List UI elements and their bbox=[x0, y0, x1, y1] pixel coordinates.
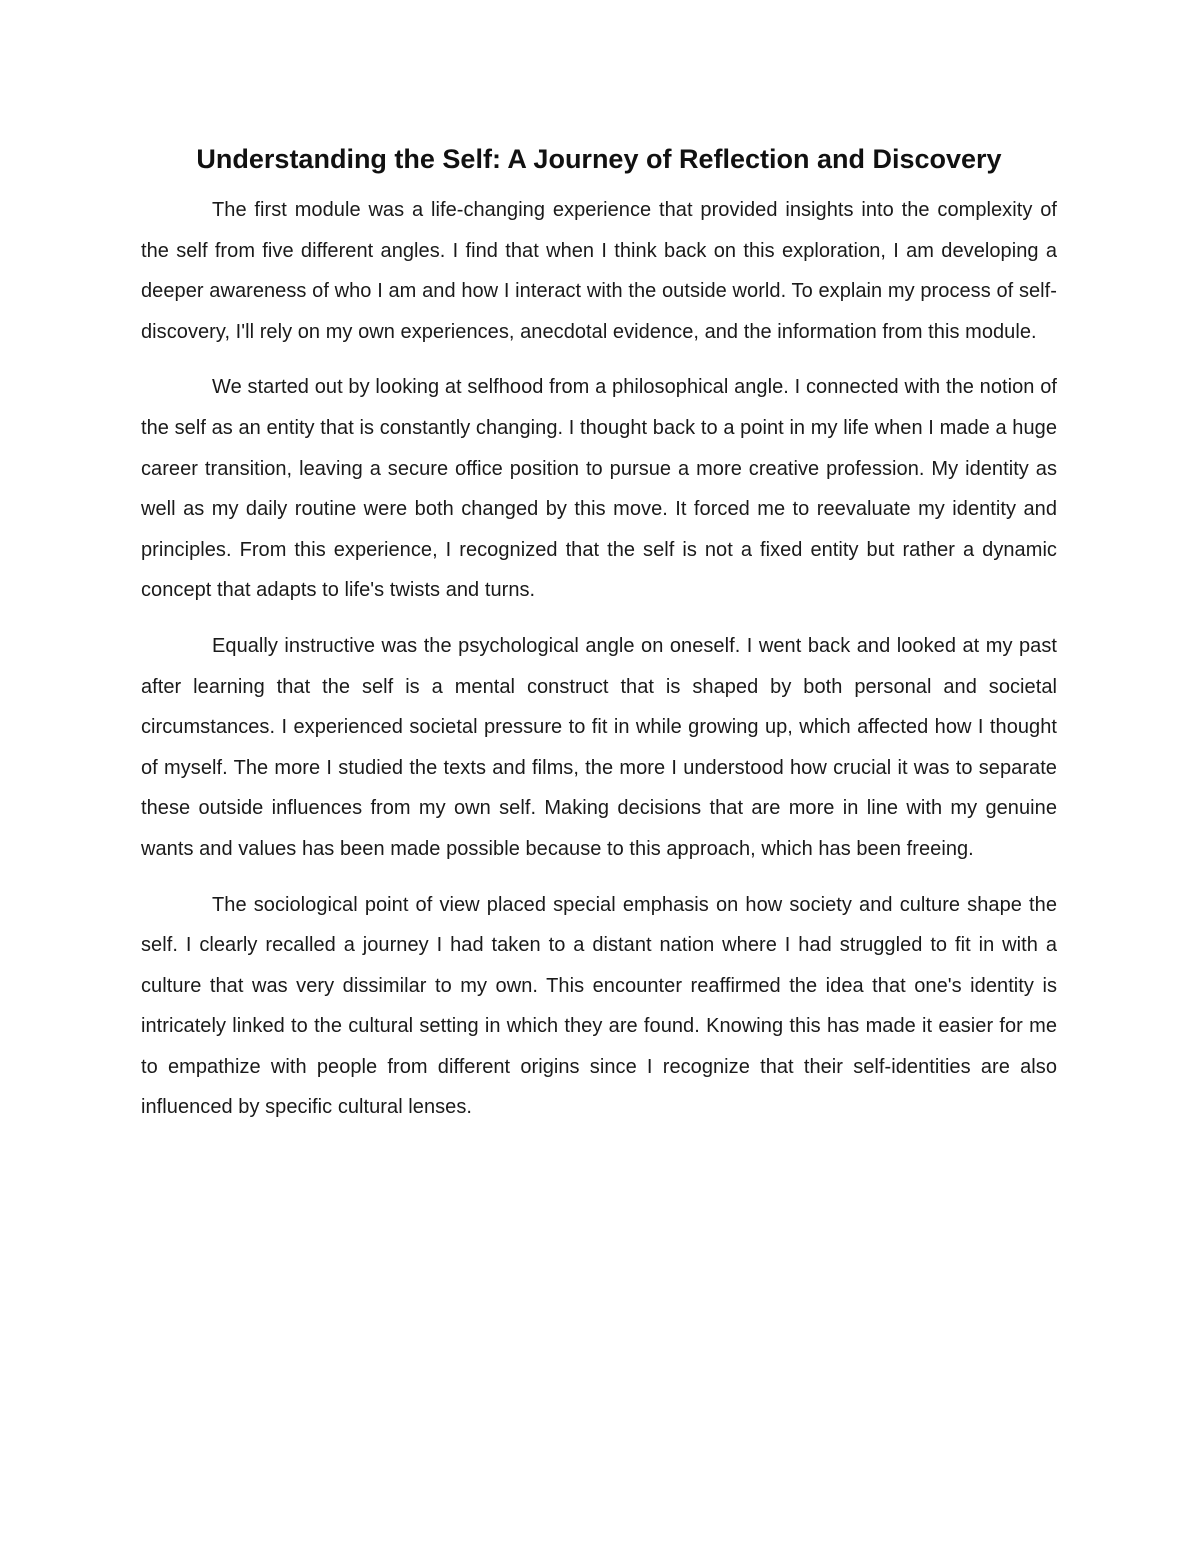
paragraph-1: The first module was a life-changing experience that provided insights into the complexity of the self from five different angles. I find that when I think back on this exploration, I am developing a deeper awareness of who I am and how I interact with the outside world. To explain my process of self-discovery, I'll rely on my own experiences, anecdotal evidence, and the information from this module. bbox=[141, 199, 1057, 343]
paragraph-2: We started out by looking at selfhood from a philosophical angle. I connected with the notion of the self as an entity that is constantly changing. I thought back to a point in my life when I made a huge career transition, leaving a secure office position to pursue a more creative profession. My identity as well as my daily routine were both changed by this move. It forced me to reevaluate my identity and principles. From this experience, I recognized that the self is not a fixed entity but rather a dynamic concept that adapts to life's twists and turns. bbox=[141, 376, 1057, 602]
paragraph-3: Equally instructive was the psychological angle on oneself. I went back and looked at my past after learning that the self is a mental construct that is shaped by both personal and societal circumstances. I experienced societal pressure to fit in while growing up, which affected how I thought of myself. The more I studied the texts and films, the more I understood how crucial it was to separate these outside influences from my own self. Making decisions that are more in line with my genuine wants and values has been made possible because to this approach, which has been freeing. bbox=[141, 634, 1057, 860]
paragraph-4: The sociological point of view placed special emphasis on how society and culture shape the self. I clearly recalled a journey I had taken to a distant nation where I had struggled to fit in with a culture that was very dissimilar to my own. This encounter reaffirmed the idea that one's identity is intricately linked to the cultural setting in which they are found. Knowing this has made it easier for me to empathize with people from different origins since I recognize that their self-identities are also influenced by specific cultural lenses. bbox=[141, 893, 1057, 1119]
document-page bbox=[141, 133, 1057, 1143]
document-title: Understanding the Self: A Journey of Reflection and Discovery bbox=[196, 144, 1002, 174]
